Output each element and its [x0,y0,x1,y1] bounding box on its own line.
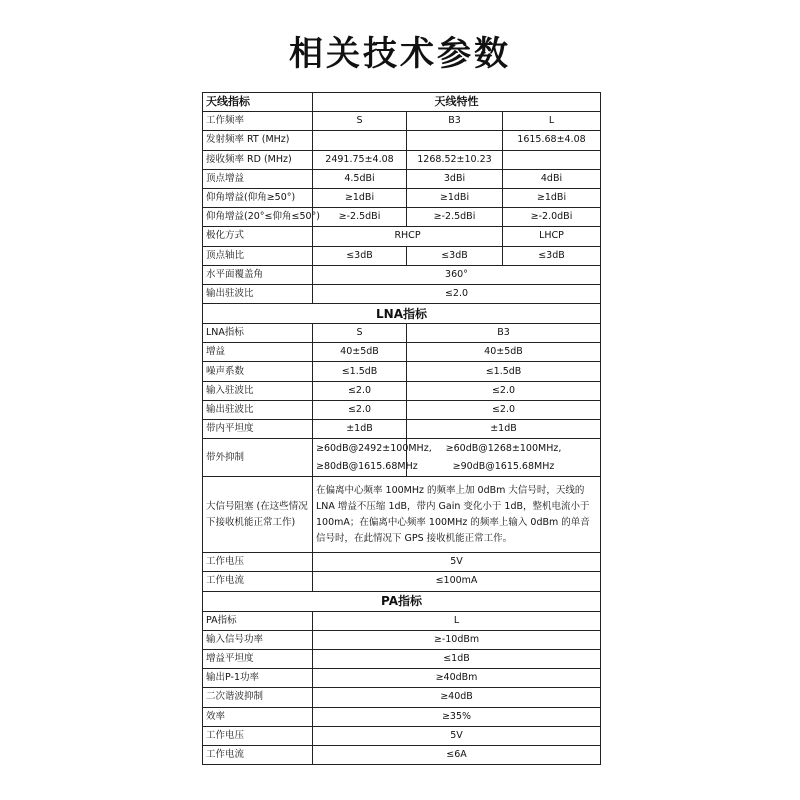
row-label: 二次谐波抑制 [203,688,313,707]
cell-b3: ±1dB [407,420,601,439]
table-row [203,112,601,131]
row-label: 仰角增益(20°≤仰角≤50°) [203,208,313,227]
cell-l: 4dBi [503,169,601,188]
table-row [203,400,601,419]
table-row [203,208,601,227]
cell-description: 在偏离中心频率 100MHz 的频率上加 0dBm 大信号时，天线的 LNA 增益不压缩 1dB，带内 Gain 变化小于 1dB，整机电流小于 100mA；在偏离中心频率 100MHz 的频率上输入 0dBm 的单音信号时，在此情况下 GPS 接收机能正常工作。 [313,477,601,553]
row-label: 增益 [203,343,313,362]
cell-s: ≤1.5dB [313,362,407,381]
spec-table [202,92,601,765]
row-label: 极化方式 [203,227,313,246]
row-label: 工作电流 [203,572,313,591]
table-row [203,630,601,649]
table-row [203,420,601,439]
row-label: 顶点增益 [203,169,313,188]
cell-s: ≤2.0 [313,381,407,400]
cell-b3: 40±5dB [407,343,601,362]
cell-s: ±1dB [313,420,407,439]
page-title: 相关技术参数 [289,34,511,74]
table-row [203,707,601,726]
cell-b3 [407,131,503,150]
table-row [203,477,601,553]
table-row [203,362,601,381]
row-label: 带外抑制 [203,439,313,477]
row-label: 输入驻波比 [203,381,313,400]
cell-b3: 1268.52±10.23 [407,150,503,169]
cell-value: ≥-10dBm [313,630,601,649]
cell-s: 2491.75±4.08 [313,150,407,169]
table-row [203,611,601,630]
cell-value: 5V [313,553,601,572]
row-label: 接收频率 RD (MHz) [203,150,313,169]
row-label: PA指标 [203,611,313,630]
cell-b3: ≥60dB@1268±100MHz, ≥90dB@1615.68MHz [407,439,601,477]
row-label: 工作电压 [203,553,313,572]
table-row [203,572,601,591]
section-header-row [203,304,601,324]
row-label: LNA指标 [203,324,313,343]
row-label: 发射频率 RT (MHz) [203,131,313,150]
cell-value: ≤100mA [313,572,601,591]
table-row [203,649,601,668]
cell-value: ≥35% [313,707,601,726]
cell-value: ≥40dB [313,688,601,707]
row-label: 仰角增益(仰角≥50°) [203,188,313,207]
antenna-header-label: 天线指标 [203,93,313,112]
cell-l: LHCP [503,227,601,246]
cell-l: ≤3dB [503,246,601,265]
cell-l: 1615.68±4.08 [503,131,601,150]
table-row [203,324,601,343]
cell-b3: ≤1.5dB [407,362,601,381]
table-row [203,265,601,284]
cell-b3: ≥-2.5dBi [407,208,503,227]
cell-s-b3: RHCP [313,227,503,246]
table-row [203,553,601,572]
table-row [203,150,601,169]
cell-s: ≥1dBi [313,188,407,207]
cell-value: ≥40dBm [313,669,601,688]
cell-b3: ≤2.0 [407,381,601,400]
row-label: 工作电流 [203,745,313,764]
cell-value: 5V [313,726,601,745]
cell-value: L [313,611,601,630]
row-label: 水平面覆盖角 [203,265,313,284]
lna-section-title: LNA指标 [203,304,601,324]
table-row [203,688,601,707]
cell-b3: ≥1dBi [407,188,503,207]
cell-s: ≤2.0 [313,400,407,419]
row-label: 输出驻波比 [203,284,313,303]
cell-value: ≤6A [313,745,601,764]
cell-s: S [313,324,407,343]
cell-b3: 3dBi [407,169,503,188]
cell-s: ≥-2.5dBi [313,208,407,227]
cell-b3: B3 [407,324,601,343]
cell-s: 40±5dB [313,343,407,362]
row-label: 效率 [203,707,313,726]
section-header-row [203,591,601,611]
cell-b3: ≤3dB [407,246,503,265]
cell-l [503,150,601,169]
table-row [203,439,601,477]
row-label: 输出P-1功率 [203,669,313,688]
row-label: 输入信号功率 [203,630,313,649]
cell-value: ≤2.0 [313,284,601,303]
row-label: 顶点轴比 [203,246,313,265]
pa-section-title: PA指标 [203,591,601,611]
cell-l: ≥1dBi [503,188,601,207]
table-row [203,381,601,400]
table-row [203,343,601,362]
row-label: 带内平坦度 [203,420,313,439]
table-row [203,726,601,745]
table-row [203,284,601,303]
table-row [203,169,601,188]
cell-s: 4.5dBi [313,169,407,188]
cell-s [313,131,407,150]
cell-l: L [503,112,601,131]
cell-s: S [313,112,407,131]
antenna-header-title: 天线特性 [313,93,601,112]
cell-s: ≤3dB [313,246,407,265]
table-row [203,669,601,688]
cell-b3: ≤2.0 [407,400,601,419]
cell-value: 360° [313,265,601,284]
cell-s: ≥60dB@2492±100MHz, ≥80dB@1615.68MHz [313,439,407,477]
table-row [203,188,601,207]
row-label: 大信号阻塞 (在这些情况下接收机能正常工作) [203,477,313,553]
table-row [203,131,601,150]
antenna-header-row [203,93,601,112]
row-label: 工作频率 [203,112,313,131]
cell-l: ≥-2.0dBi [503,208,601,227]
table-row [203,227,601,246]
table-row [203,745,601,764]
row-label: 噪声系数 [203,362,313,381]
row-label: 增益平坦度 [203,649,313,668]
row-label: 输出驻波比 [203,400,313,419]
table-row [203,246,601,265]
cell-value: ≤1dB [313,649,601,668]
cell-b3: B3 [407,112,503,131]
row-label: 工作电压 [203,726,313,745]
